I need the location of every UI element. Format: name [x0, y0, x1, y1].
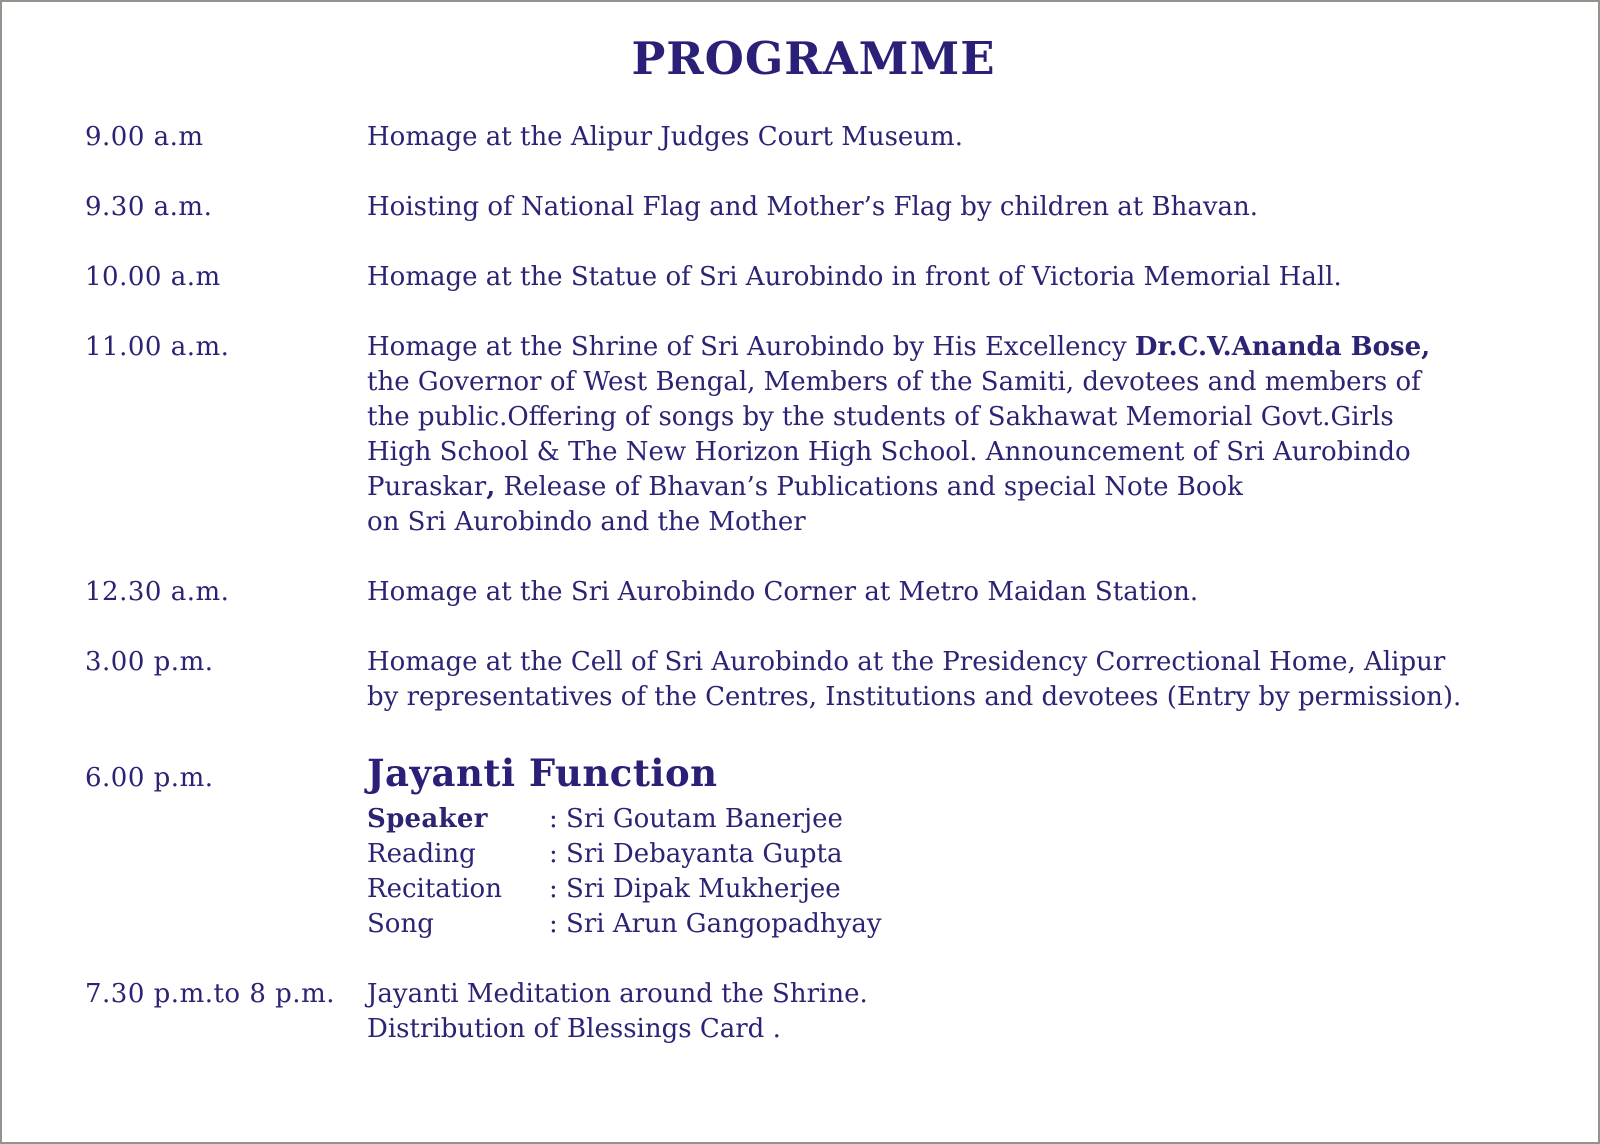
description-line — [367, 365, 1542, 400]
text-segment: Homage at the Sri Aurobindo Corner at Metro Maidan Station. — [367, 577, 1199, 607]
document-title: PROGRAMME — [631, 32, 996, 85]
description-line — [367, 435, 1542, 470]
function-entry — [367, 837, 1542, 872]
schedule-row — [85, 120, 1542, 155]
function-entry — [367, 802, 1542, 837]
entry-label: Reading — [367, 839, 476, 869]
text-segment: Distribution of Blessings Card . — [367, 1014, 781, 1044]
time-label: 9.00 a.m — [85, 122, 204, 152]
time-label: 10.00 a.m — [85, 262, 221, 292]
function-heading: Jayanti Function — [367, 751, 718, 795]
schedule-row — [85, 645, 1542, 715]
event-description — [367, 330, 1542, 540]
text-segment: the public.Offering of songs by the students of Sakhawat Memorial Govt.Girls — [367, 402, 1394, 432]
entry-value: : Sri Debayanta Gupta — [549, 839, 843, 869]
schedule-list — [85, 120, 1542, 1047]
event-description — [367, 260, 1542, 295]
text-segment: Homage at the Cell of Sri Aurobindo at the Presidency Correctional Home, Alipur — [367, 647, 1446, 677]
description-line — [367, 680, 1542, 715]
function-entry — [367, 872, 1542, 907]
text-segment: , — [486, 472, 496, 502]
event-description — [367, 575, 1542, 610]
text-segment: Homage at the Statue of Sri Aurobindo in front of Victoria Memorial Hall. — [367, 262, 1342, 292]
description-line — [367, 645, 1542, 680]
schedule-row — [85, 190, 1542, 225]
entry-label: Recitation — [367, 874, 502, 904]
entry-label: Speaker — [367, 804, 488, 834]
entry-label: Song — [367, 909, 434, 939]
schedule-row — [85, 575, 1542, 610]
event-description — [367, 190, 1542, 225]
entry-value: : Sri Dipak Mukherjee — [549, 874, 841, 904]
description-line — [367, 1012, 1542, 1047]
description-line — [367, 190, 1542, 225]
text-segment: on Sri Aurobindo and the Mother — [367, 507, 806, 537]
event-description — [367, 120, 1542, 155]
description-line — [367, 575, 1542, 610]
text-segment: Hoisting of National Flag and Mother’s Flag by children at Bhavan. — [367, 192, 1259, 222]
text-segment: Release of Bhavan’s Publications and special Note Book — [495, 472, 1243, 502]
text-segment: the Governor of West Bengal, Members of the Samiti, devotees and members of — [367, 367, 1421, 397]
function-entry — [367, 907, 1542, 942]
schedule-row — [85, 977, 1542, 1047]
time-label: 7.30 p.m.to 8 p.m. — [85, 979, 335, 1009]
description-line — [367, 330, 1542, 365]
text-segment: by representatives of the Centres, Institutions and devotees (Entry by permission). — [367, 682, 1462, 712]
text-segment: Homage at the Shrine of Sri Aurobindo by His Excellency — [367, 332, 1135, 362]
entry-value: : Sri Goutam Banerjee — [549, 804, 843, 834]
description-line — [367, 470, 1542, 505]
text-segment: Puraskar — [367, 472, 487, 502]
text-segment: Dr.C.V.Ananda Bose, — [1134, 332, 1431, 362]
time-label: 6.00 p.m. — [85, 763, 214, 793]
description-line — [367, 120, 1542, 155]
text-segment: High School & The New Horizon High School. Announcement of Sri Aurobindo — [367, 437, 1411, 467]
description-line — [367, 400, 1542, 435]
description-line — [367, 505, 1542, 540]
entry-value: : Sri Arun Gangopadhyay — [549, 909, 882, 939]
time-label: 9.30 a.m. — [85, 192, 213, 222]
event-description — [367, 645, 1542, 715]
text-segment: Homage at the Alipur Judges Court Museum. — [367, 122, 963, 152]
event-description — [367, 750, 1542, 942]
description-line — [367, 977, 1542, 1012]
event-description — [367, 977, 1542, 1047]
schedule-row — [85, 330, 1542, 540]
schedule-row — [85, 260, 1542, 295]
time-label: 12.30 a.m. — [85, 577, 230, 607]
text-segment: Jayanti Meditation around the Shrine. — [367, 979, 868, 1009]
schedule-row — [85, 750, 1542, 942]
time-label: 3.00 p.m. — [85, 647, 214, 677]
description-line — [367, 260, 1542, 295]
time-label: 11.00 a.m. — [85, 332, 230, 362]
programme-page — [2, 2, 1598, 1047]
